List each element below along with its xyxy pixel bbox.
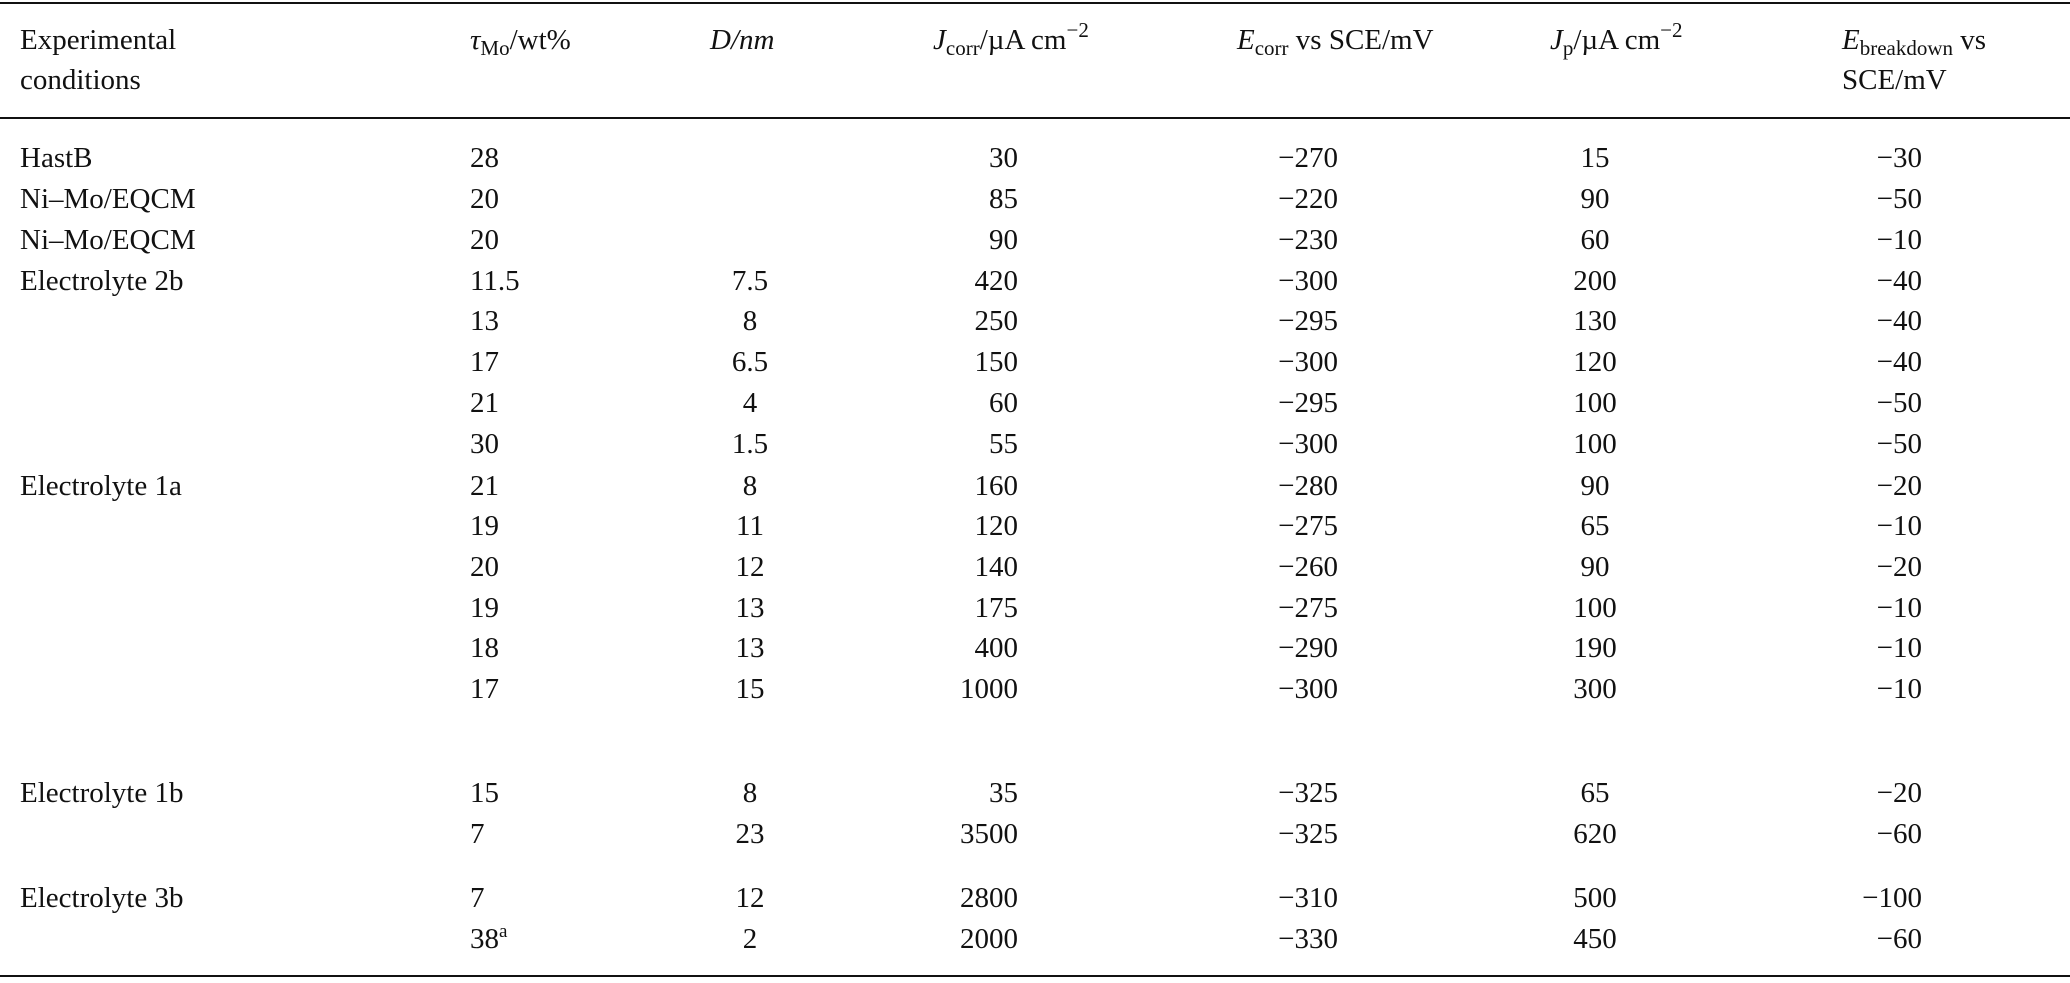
cell-e-corr: −330 <box>1278 923 1338 955</box>
footnote-marker: a <box>499 921 508 942</box>
cell-j-p: 100 <box>1573 387 1617 419</box>
cell-e-breakdown: −30 <box>1876 142 1922 174</box>
cell-e-breakdown: −10 <box>1876 224 1922 256</box>
cell-e-corr: −275 <box>1278 510 1338 542</box>
cell-tau-mo: 17 <box>470 673 499 705</box>
cell-j-p: 90 <box>1580 551 1610 583</box>
header-d: D/nm <box>710 24 775 56</box>
cell-j-p: 60 <box>1580 224 1610 256</box>
cell-d: 13 <box>735 592 765 624</box>
cell-j-p: 65 <box>1580 510 1610 542</box>
cell-e-corr: −325 <box>1278 777 1338 809</box>
header-e-breakdown: $E_{breakdown}$ vs SCE/mV <box>1842 24 1987 96</box>
cell-j-corr: 30 <box>989 142 1018 174</box>
cell-tau-mo: 21 <box>470 470 499 502</box>
cell-e-breakdown: −10 <box>1876 632 1922 664</box>
cell-condition: Ni–Mo/EQCM <box>20 183 196 215</box>
cell-j-p: 200 <box>1573 265 1617 297</box>
cell-condition: Electrolyte 1b <box>20 777 184 809</box>
cell-tau-mo: 7 <box>470 818 485 850</box>
cell-j-corr: 120 <box>974 510 1018 542</box>
cell-tau-mo: 7 <box>470 882 485 914</box>
cell-d: 2 <box>742 923 758 955</box>
cell-e-breakdown: −20 <box>1876 470 1922 502</box>
cell-j-corr: 90 <box>989 224 1018 256</box>
cell-tau-mo: 21 <box>470 387 499 419</box>
cell-e-corr: −230 <box>1278 224 1338 256</box>
cell-d: 8 <box>742 305 758 337</box>
cell-e-corr: −300 <box>1278 265 1338 297</box>
cell-e-breakdown: −10 <box>1876 673 1922 705</box>
cell-tau-mo: 13 <box>470 305 499 337</box>
cell-j-p: 190 <box>1573 632 1617 664</box>
cell-j-p: 15 <box>1580 142 1610 174</box>
cell-e-breakdown: −100 <box>1862 882 1922 914</box>
cell-d: 7.5 <box>731 265 769 297</box>
cell-tau-mo: 30 <box>470 428 499 460</box>
cell-j-corr: 3500 <box>960 818 1018 850</box>
cell-j-corr: 2000 <box>960 923 1018 955</box>
cell-condition: Electrolyte 1a <box>20 470 182 502</box>
cell-j-p: 90 <box>1580 470 1610 502</box>
cell-e-corr: −325 <box>1278 818 1338 850</box>
cell-e-corr: −300 <box>1278 346 1338 378</box>
cell-j-p: 130 <box>1573 305 1617 337</box>
cell-e-corr: −220 <box>1278 183 1338 215</box>
cell-tau-mo: 20 <box>470 224 499 256</box>
cell-j-corr: 420 <box>974 265 1018 297</box>
cell-e-breakdown: −50 <box>1876 428 1922 460</box>
cell-e-corr: −280 <box>1278 470 1338 502</box>
cell-e-breakdown: −20 <box>1876 551 1922 583</box>
cell-e-breakdown: −60 <box>1876 923 1922 955</box>
cell-j-p: 450 <box>1573 923 1617 955</box>
cell-e-corr: −295 <box>1278 305 1338 337</box>
cell-tau-mo: 19 <box>470 510 499 542</box>
cell-j-corr: 85 <box>989 183 1018 215</box>
cell-j-corr: 55 <box>989 428 1018 460</box>
cell-tau-mo: 28 <box>470 142 499 174</box>
cell-tau-mo: 20 <box>470 551 499 583</box>
cell-tau-mo: 17 <box>470 346 499 378</box>
cell-tau-mo: 38$^a$ <box>470 921 508 955</box>
cell-e-corr: −295 <box>1278 387 1338 419</box>
cell-j-p: 90 <box>1580 183 1610 215</box>
cell-tau-mo: 15 <box>470 777 499 809</box>
cell-e-corr: −290 <box>1278 632 1338 664</box>
cell-d: 1.5 <box>731 428 769 460</box>
cell-condition: Electrolyte 3b <box>20 882 184 914</box>
cell-j-p: 100 <box>1573 428 1617 460</box>
cell-j-p: 65 <box>1580 777 1610 809</box>
cell-tau-mo: 20 <box>470 183 499 215</box>
header-e-corr: $E_{corr}$ vs SCE/mV <box>1237 24 1434 60</box>
cell-e-breakdown: −50 <box>1876 387 1922 419</box>
cell-j-p: 300 <box>1573 673 1617 705</box>
cell-d: 13 <box>735 632 765 664</box>
cell-j-corr: 60 <box>989 387 1018 419</box>
cell-condition: HastB <box>20 142 93 174</box>
cell-tau-mo: 18 <box>470 632 499 664</box>
cell-d: 23 <box>735 818 765 850</box>
cell-j-corr: 140 <box>974 551 1018 583</box>
cell-j-p: 500 <box>1573 882 1617 914</box>
cell-e-corr: −270 <box>1278 142 1338 174</box>
cell-e-breakdown: −40 <box>1876 305 1922 337</box>
cell-e-breakdown: −40 <box>1876 346 1922 378</box>
cell-e-breakdown: −60 <box>1876 818 1922 850</box>
header-experimental-conditions: Experimental conditions <box>20 24 177 96</box>
header-j-p: $J_p/\mu A$ $cm^{-2}$ <box>1550 18 1683 60</box>
cell-d: 8 <box>742 777 758 809</box>
cell-e-breakdown: −50 <box>1876 183 1922 215</box>
cell-e-corr: −260 <box>1278 551 1338 583</box>
table-header-rule <box>0 117 2070 119</box>
cell-d: 12 <box>735 551 765 583</box>
cell-d: 11 <box>736 510 764 542</box>
cell-d: 8 <box>742 470 758 502</box>
cell-j-corr: 1000 <box>960 673 1018 705</box>
cell-j-corr: 150 <box>974 346 1018 378</box>
cell-j-corr: 160 <box>974 470 1018 502</box>
cell-e-corr: −300 <box>1278 428 1338 460</box>
cell-e-breakdown: −20 <box>1876 777 1922 809</box>
table-top-rule <box>0 2 2070 4</box>
cell-j-corr: 400 <box>974 632 1018 664</box>
header-j-corr: $J_{corr}/\mu A$ $cm^{-2}$ <box>933 18 1089 60</box>
cell-e-breakdown: −10 <box>1876 592 1922 624</box>
cell-e-breakdown: −40 <box>1876 265 1922 297</box>
cell-e-corr: −310 <box>1278 882 1338 914</box>
cell-d: 4 <box>742 387 758 419</box>
cell-d: 15 <box>735 673 765 705</box>
cell-j-corr: 175 <box>974 592 1018 624</box>
cell-j-corr: 250 <box>974 305 1018 337</box>
cell-j-p: 120 <box>1573 346 1617 378</box>
cell-tau-mo: 19 <box>470 592 499 624</box>
cell-e-corr: −300 <box>1278 673 1338 705</box>
cell-condition: Electrolyte 2b <box>20 265 184 297</box>
cell-tau-mo: 11.5 <box>470 265 520 297</box>
cell-j-corr: 35 <box>989 777 1018 809</box>
cell-e-corr: −275 <box>1278 592 1338 624</box>
cell-j-p: 100 <box>1573 592 1617 624</box>
cell-e-breakdown: −10 <box>1876 510 1922 542</box>
header-tau-mo: $\tau_{Mo}/wt\%$ <box>470 24 571 60</box>
table-bottom-rule <box>0 975 2070 977</box>
cell-j-p: 620 <box>1573 818 1617 850</box>
cell-j-corr: 2800 <box>960 882 1018 914</box>
cell-d: 6.5 <box>731 346 769 378</box>
cell-d: 12 <box>735 882 765 914</box>
cell-condition: Ni–Mo/EQCM <box>20 224 196 256</box>
